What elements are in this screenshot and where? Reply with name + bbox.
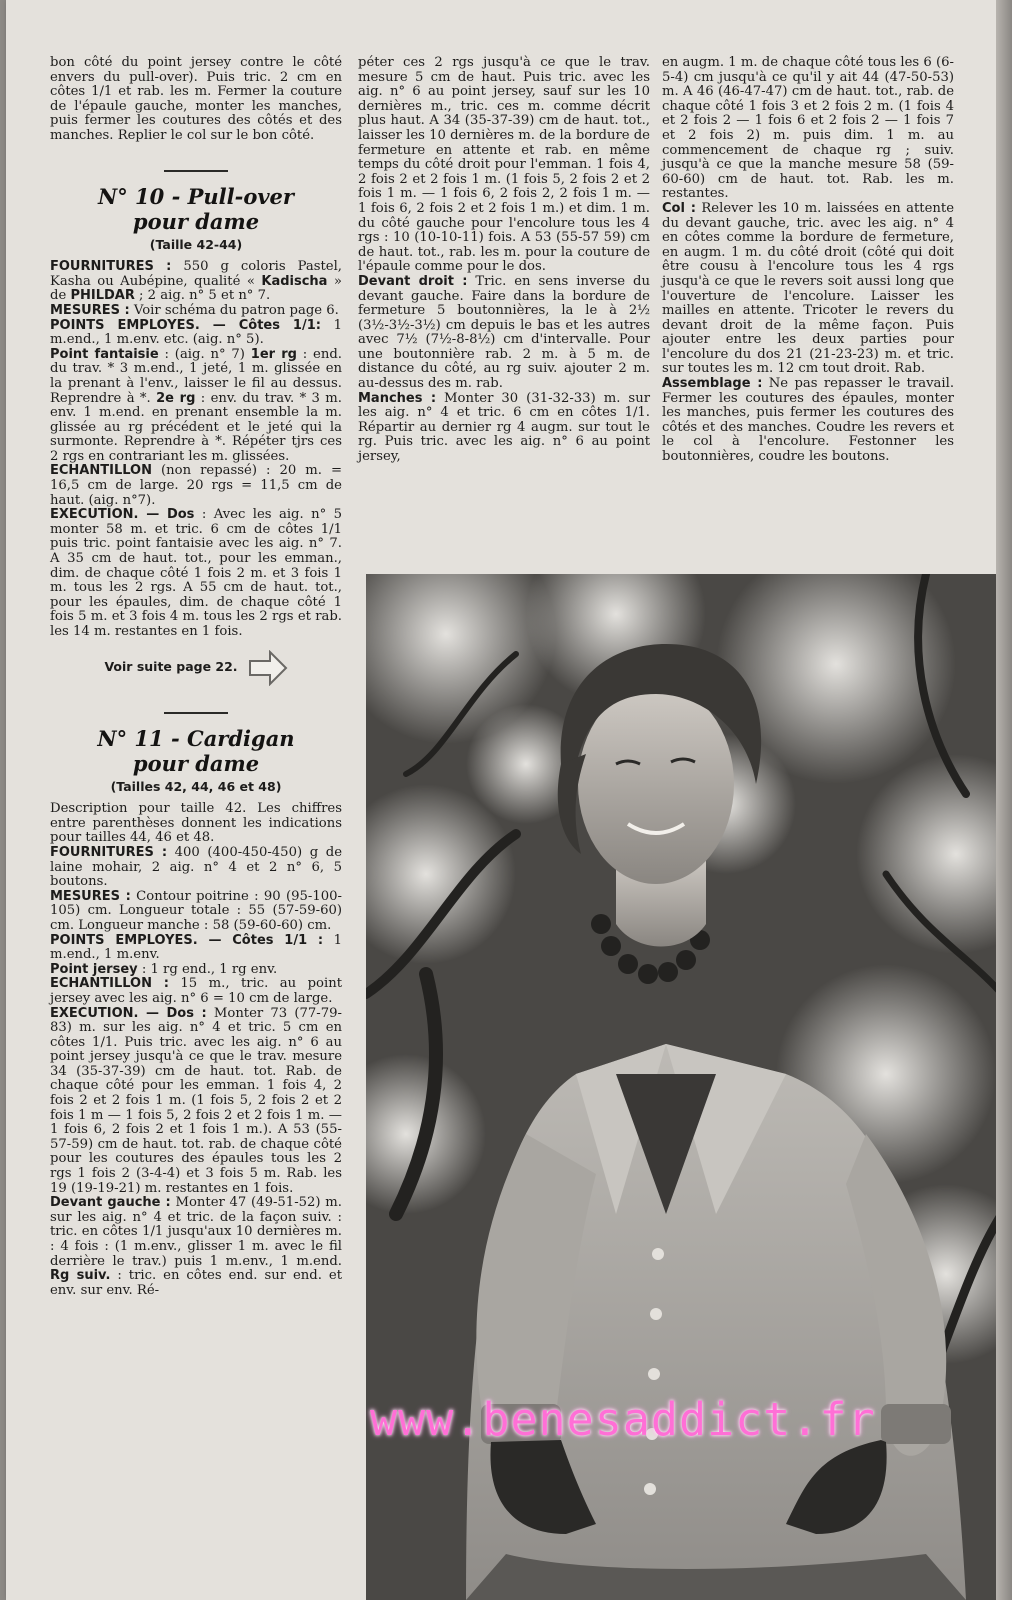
section-10-title: N° 10 - Pull-over pour dame bbox=[98, 183, 294, 234]
point-jersey-paragraph: Point jersey : 1 rg end., 1 rg env. bbox=[50, 961, 278, 977]
page-edge bbox=[996, 0, 1012, 1600]
fournitures-11-paragraph: FOURNITURES : 400 (400-450-450) g de laine mohair, 2 aig. n° 4 et 2 n° 6, 5 boutons. bbox=[50, 844, 342, 890]
continued-paragraph: péter ces 2 rgs jusqu'à ce que le trav. mesure 5 cm de haut. Puis tric. avec les aig. n° 6 au point jersey, sauf sur les 10 dernières m., tric. ces m. comme décrit plus haut. A 34 (35-37-39) cm de haut. tot., laisser les 10 dernières m. de la bordure de fermeture en attente et rab. en même temps du côté droit pour l'emman. 1 fois 4, 2 fois 2 et 2 fois 1 m. (1 fois 5, 2 fois 2 et 2 fois 1 m. — 1 fois 6, 2 fois 2, 2 fois 1 m. — 1 fois 6, 2 fois 2 et 2 fois 1 m.) et dim. 1 m. du côté gauche pour l'encolure tous les 4 rgs : 10 (10-10-11) fois. A 53 (55-57 59) cm de haut. tot., rab. les m. pour la couture de l'épaule comme pour le dos. bbox=[358, 55, 650, 275]
manches-paragraph: Manches : Monter 30 (31-32-33) m. sur les aig. n° 4 et tric. 6 cm en côtes 1/1. Répartir au dernier rg 4 augm. sur tout le rg. Puis tric. avec les aig. n° 6 au point jersey, bbox=[358, 390, 650, 465]
manches-continued-paragraph: en augm. 1 m. de chaque côté tous les 6 (6-5-4) cm jusqu'à ce qu'il y ait 44 (47-50-53) m. A 46 (46-47-47) cm de haut. tot., rab. de chaque côté 1 fois 3 et 2 fois 2 m. (1 fois 4 et 2 fois 2 — 1 fois 6 et 2 fois 2 — 1 fois 7 et 2 fois 2) m. puis dim. 1 m. au commencement de chaque rg ; suiv. jusqu'à ce que la manche mesure 58 (59-60-60) cm de haut. tot. Rab. les m. restantes. bbox=[662, 55, 954, 202]
section-divider bbox=[164, 170, 228, 172]
website-watermark: www.benesaddict.fr bbox=[370, 1393, 876, 1446]
description-paragraph: Description pour taille 42. Les chiffres entre parenthèses donnent les indications pour tailles 44, 46 et 48. bbox=[50, 801, 342, 846]
devant-gauche-paragraph: Devant gauche : Monter 47 (49-51-52) m. sur les aig. n° 4 et tric. de la façon suiv. : tric. en côtes 1/1 jusqu'aux 10 dernières m. : 4 fois : (1 m.env., glisser 1 m. avec le fil derrière le trav.) puis 1 m.env., 1 m.end. Rg suiv. : tric. en côtes end. sur end. et env. sur env. Ré- bbox=[50, 1195, 342, 1298]
execution-paragraph: EXECUTION. — Dos : Avec les aig. n° 5 monter 58 m. et tric. 6 cm de côtes 1/1 puis tric. point fantaisie avec les aig. n° 7. A 35 cm de haut. tot., pour les emman., dim. de chaque côté 1 fois 2 m. et 3 fois 1 m. tous les 2 rgs. A 55 cm de haut. tot., pour les épaules, dim. de chaque côté 1 fois 5 m. et 3 fois 4 m. tous les 2 rgs et rab. les 14 m. restantes en 1 fois. bbox=[50, 507, 342, 639]
devant-droit-paragraph: Devant droit : Tric. en sens inverse du devant gauche. Faire dans la bordure de fermeture 5 boutonnières, la le à 2½ (3½-3½-3½) cm depuis le bas et les autres avec 7½ (7½-8-8½) cm d'intervalle. Pour une boutonnière rab. 2 m. à 5 m. de distance du côté, au rg suiv. ajouter 2 m. au-dessus des m. rab. bbox=[358, 273, 650, 392]
points-paragraph: POINTS EMPLOYES. — Côtes 1/1: 1 m.end., 1 m.env. etc. (aig. n° 5). bbox=[50, 317, 342, 348]
point-fantaisie-paragraph: Point fantaisie : (aig. n° 7) 1er rg : end. du trav. * 3 m.end., 1 jeté, 1 m. glissée en la prenant à l'env., laisser le fil au dessus. Reprendre à *. 2e rg : env. du trav. * 3 m. env. 1 m.end. en prenant ensemble la m. glissée au rg précédent et le jeté qui la surmonte. Reprendre à *. Répéter tjrs ces 2 rgs en contrariant les m. glissées. bbox=[50, 346, 342, 464]
section-11-subtitle: (Tailles 42, 44, 46 et 48) bbox=[110, 778, 282, 794]
intro-paragraph: bon côté du point jersey contre le côté envers du pull-over). Puis tric. 2 cm en côtes 1/1 et rab. les m. Fermer la couture de l'épaule gauche, monter les manches, puis fermer les coutures des côtés et des manches. Replier le col sur le bon côté. bbox=[50, 55, 342, 143]
echantillon-paragraph: ECHANTILLON (non repassé) : 20 m. = 16,5 cm de large. 20 rgs = 11,5 cm de haut. (aig. n°7). bbox=[50, 463, 342, 508]
column-left bbox=[50, 56, 342, 1298]
mesures-11-paragraph: MESURES : Contour poitrine : 90 (95-100-105) cm. Longueur totale : 55 (57-59-60) cm. Longueur manche : 58 (59-60-60) cm. bbox=[50, 888, 343, 933]
continuation-note: Voir suite page 22. bbox=[50, 650, 342, 686]
col-paragraph: Col : Relever les 10 m. laissées en attente du devant gauche, tric. avec les aig. n° 4 en côtes comme la bordure de fermeture, en augm. 1 m. du côté droit (côté qui doit être cousu à l'encolure tous les 4 rgs jusqu'à ce que le revers soit aussi long que l'ouverture de l'encolure. Laisser les mailles en attente. Tricoter le revers du devant droit de la même façon. Puis ajouter entre les deux parties pour l'encolure du dos 21 (21-23-23) m. et tric. sur toutes les m. 12 cm tout droit. Rab. bbox=[662, 200, 955, 377]
assemblage-paragraph: Assemblage : Ne pas repasser le travail. Fermer les coutures des épaules, monter les manches, puis fermer les coutures des côtés et des manches. Coudre les revers et le col à l'encolure. Festonner les boutonnières, coudre les boutons. bbox=[662, 376, 955, 465]
column-middle bbox=[358, 56, 650, 465]
mesures-paragraph: MESURES : Voir schéma du patron page 6. bbox=[50, 302, 339, 318]
echantillon-11-paragraph: ECHANTILLON : 15 m., tric. au point jersey avec les aig. n° 6 = 10 cm de large. bbox=[50, 976, 342, 1006]
section-11-title: N° 11 - Cardigan pour dame bbox=[97, 725, 295, 776]
section-divider bbox=[164, 712, 228, 714]
execution-11-paragraph: EXECUTION. — Dos : Monter 73 (77-79-83) m. sur les aig. n° 4 et tric. 5 cm en côtes 1/1. Puis tric. avec les aig. n° 6 au point jersey jusqu'à ce que le trav. mesure 34 (35-37-39) cm de haut. tot. Rab. de chaque côté pour les emman. 1 fois 4, 2 fois 2 et 2 fois 1 m. (1 fois 5, 2 fois 2 et 2 fois 1 m — 1 fois 5, 2 fois 2 et 2 fois 1 m. — 1 fois 6, 2 fois 2 et 1 fois 1 m.). A 53 (55-57-59) cm de haut. tot. rab. de chaque côté pour les coutures des épaules tous les 2 rgs 1 fois 2 (3-4-4) et 3 fois 5 m. Rab. les 19 (19-19-21) m. restantes en 1 fois. bbox=[50, 1005, 342, 1196]
photo-illustration bbox=[366, 574, 996, 1600]
model-photo bbox=[366, 574, 996, 1600]
points-11-paragraph: POINTS EMPLOYES. — Côtes 1/1 : 1 m.end., 1 m.env. bbox=[50, 932, 342, 963]
section-10-subtitle: (Taille 42-44) bbox=[149, 236, 243, 252]
column-right bbox=[662, 56, 954, 465]
fournitures-paragraph: FOURNITURES : 550 g coloris Pastel, Kasha ou Aubépine, qualité « Kadischa » de PHILDAR ; 2 aig. n° 5 et n° 7. bbox=[50, 259, 343, 304]
arrow-right-icon bbox=[248, 650, 288, 686]
magazine-page bbox=[6, 0, 996, 1600]
